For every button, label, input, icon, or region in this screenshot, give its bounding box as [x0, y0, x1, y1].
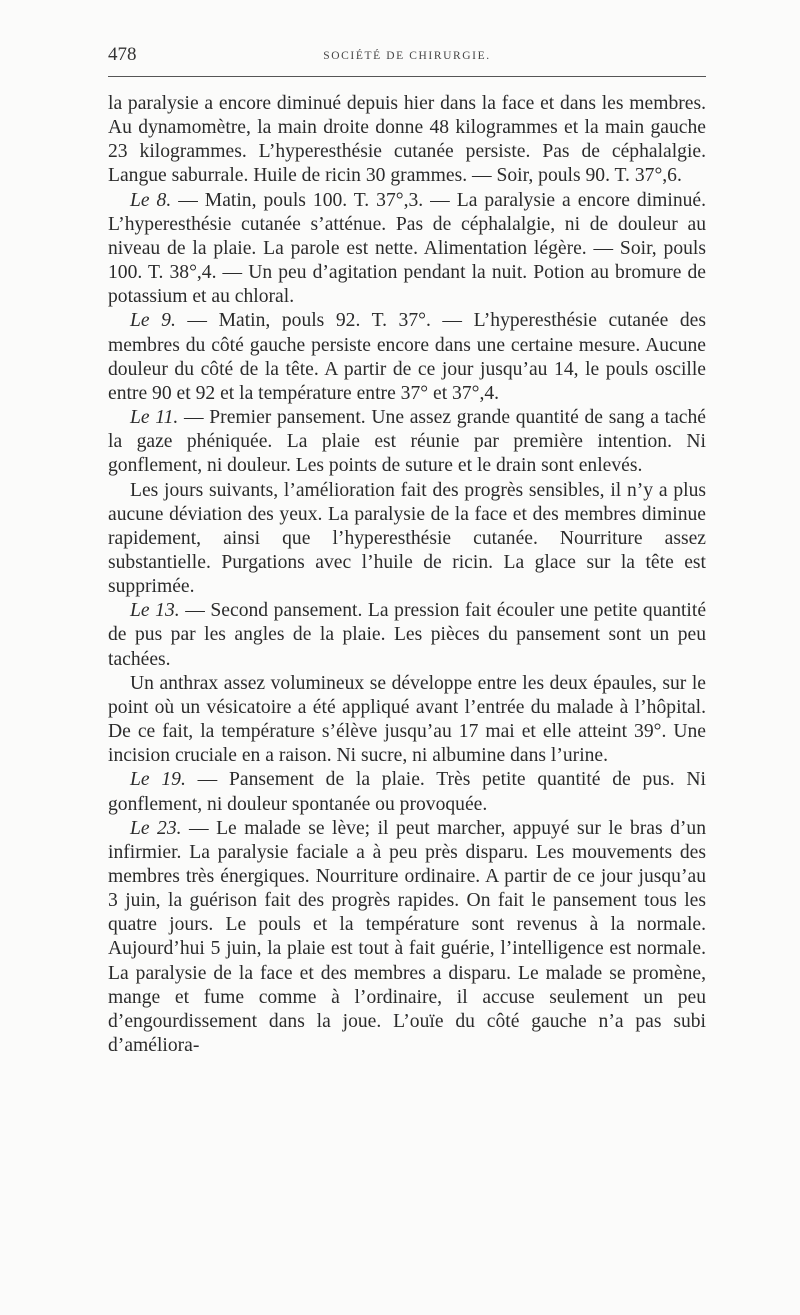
- paragraph: [108, 672, 706, 769]
- entry-date: Le 19.: [130, 769, 186, 791]
- paragraph: [108, 92, 706, 189]
- paragraph-text: — Pansement de la plaie. Très petite quantité de pus. Ni gonflement, ni douleur spontanée ou provoquée.: [108, 769, 707, 815]
- body-text: [108, 92, 706, 1058]
- entry-date: Le 9.: [130, 310, 176, 332]
- paragraph-text: Un anthrax assez volumineux se développe entre les deux épaules, sur le point où un vésicatoire a été appliqué avant l’entrée du malade à l’hôpital. De ce fait, la température s’élève jusqu’au 17 mai et elle atteint 39°. Une incision cruciale en a raison. Ni sucre, ni albumine dans l’urine.: [108, 672, 706, 767]
- paragraph-text: — Second pansement. La pression fait écouler une petite quantité de pus par les angles de la plaie. Les pièces du pansement sont un peu tachées.: [108, 600, 707, 670]
- page-number: 478: [108, 44, 137, 65]
- paragraph: [108, 479, 706, 600]
- paragraph: [108, 817, 706, 1059]
- paragraph-text: — Le malade se lève; il peut marcher, appuyé sur le bras d’un infirmier. La paralysie faciale a à peu près disparu. Les mouvements des membres très énergiques. Nourriture ordinaire. A partir de ce jour jusqu’au 3 juin, la guérison fait des progrès rapides. On fait le pansement tous les quatre jours. Le pouls et la température sont revenus à la normale. Aujourd’hui 5 juin, la plaie est tout à fait guérie, l’intelligence est normale. La paralysie de la face et des membres a disparu. Le malade se promène, mange et fume comme à l’ordinaire, il accuse seulement un peu d’engourdissement dans la joue. L’ouïe du côté gauche n’a pas subi d’améliora-: [108, 817, 706, 1057]
- paragraph: [108, 309, 706, 406]
- header-rule: [108, 76, 706, 77]
- paragraph: [108, 768, 706, 816]
- entry-date: Le 13.: [130, 600, 180, 622]
- paragraph-text: — Premier pansement. Une assez grande quantité de sang a taché la gaze phéniquée. La plaie est réunie par première intention. Ni gonflement, ni douleur. Les points de suture et le drain sont enlevés.: [108, 407, 706, 477]
- running-title: SOCIÉTÉ DE CHIRURGIE.: [323, 50, 491, 62]
- entry-date: Le 8.: [130, 189, 172, 211]
- paragraph: [108, 406, 706, 478]
- page-header: [108, 44, 706, 68]
- paragraph-text: — Matin, pouls 100. T. 37°,3. — La paralysie a encore diminué. L’hyperesthésie cutanée s’atténue. Pas de céphalalgie, ni de douleur au niveau de la plaie. La parole est nette. Alimentation légère. — Soir, pouls 100. T. 38°,4. — Un peu d’agitation pendant la nuit. Potion au bromure de potassium et au chloral.: [108, 189, 707, 308]
- paragraph: [108, 599, 706, 671]
- paragraph-text: Les jours suivants, l’amélioration fait des progrès sensibles, il n’y a plus aucune déviation des yeux. La paralysie de la face et des membres diminue rapidement, ainsi que l’hyperesthésie cutanée. Nourriture assez substantielle. Purgations avec l’huile de ricin. La glace sur la tête est supprimée.: [108, 479, 706, 598]
- paragraph-text: la paralysie a encore diminué depuis hier dans la face et dans les membres. Au dynamomètre, la main droite donne 48 kilogrammes et la main gauche 23 kilogrammes. L’hyperesthésie cutanée persiste. Pas de céphalalgie. Langue saburrale. Huile de ricin 30 grammes. — Soir, pouls 90. T. 37°,6.: [108, 93, 706, 187]
- entry-date: Le 23.: [130, 817, 182, 839]
- paragraph-text: — Matin, pouls 92. T. 37°. — L’hyperesthésie cutanée des membres du côté gauche persiste encore dans une certaine mesure. Aucune douleur du côté de la tête. A partir de ce jour jusqu’au 14, le pouls oscille entre 90 et 92 et la température entre 37° et 37°,4.: [108, 310, 706, 404]
- entry-date: Le 11.: [130, 407, 179, 429]
- paragraph: [108, 189, 706, 310]
